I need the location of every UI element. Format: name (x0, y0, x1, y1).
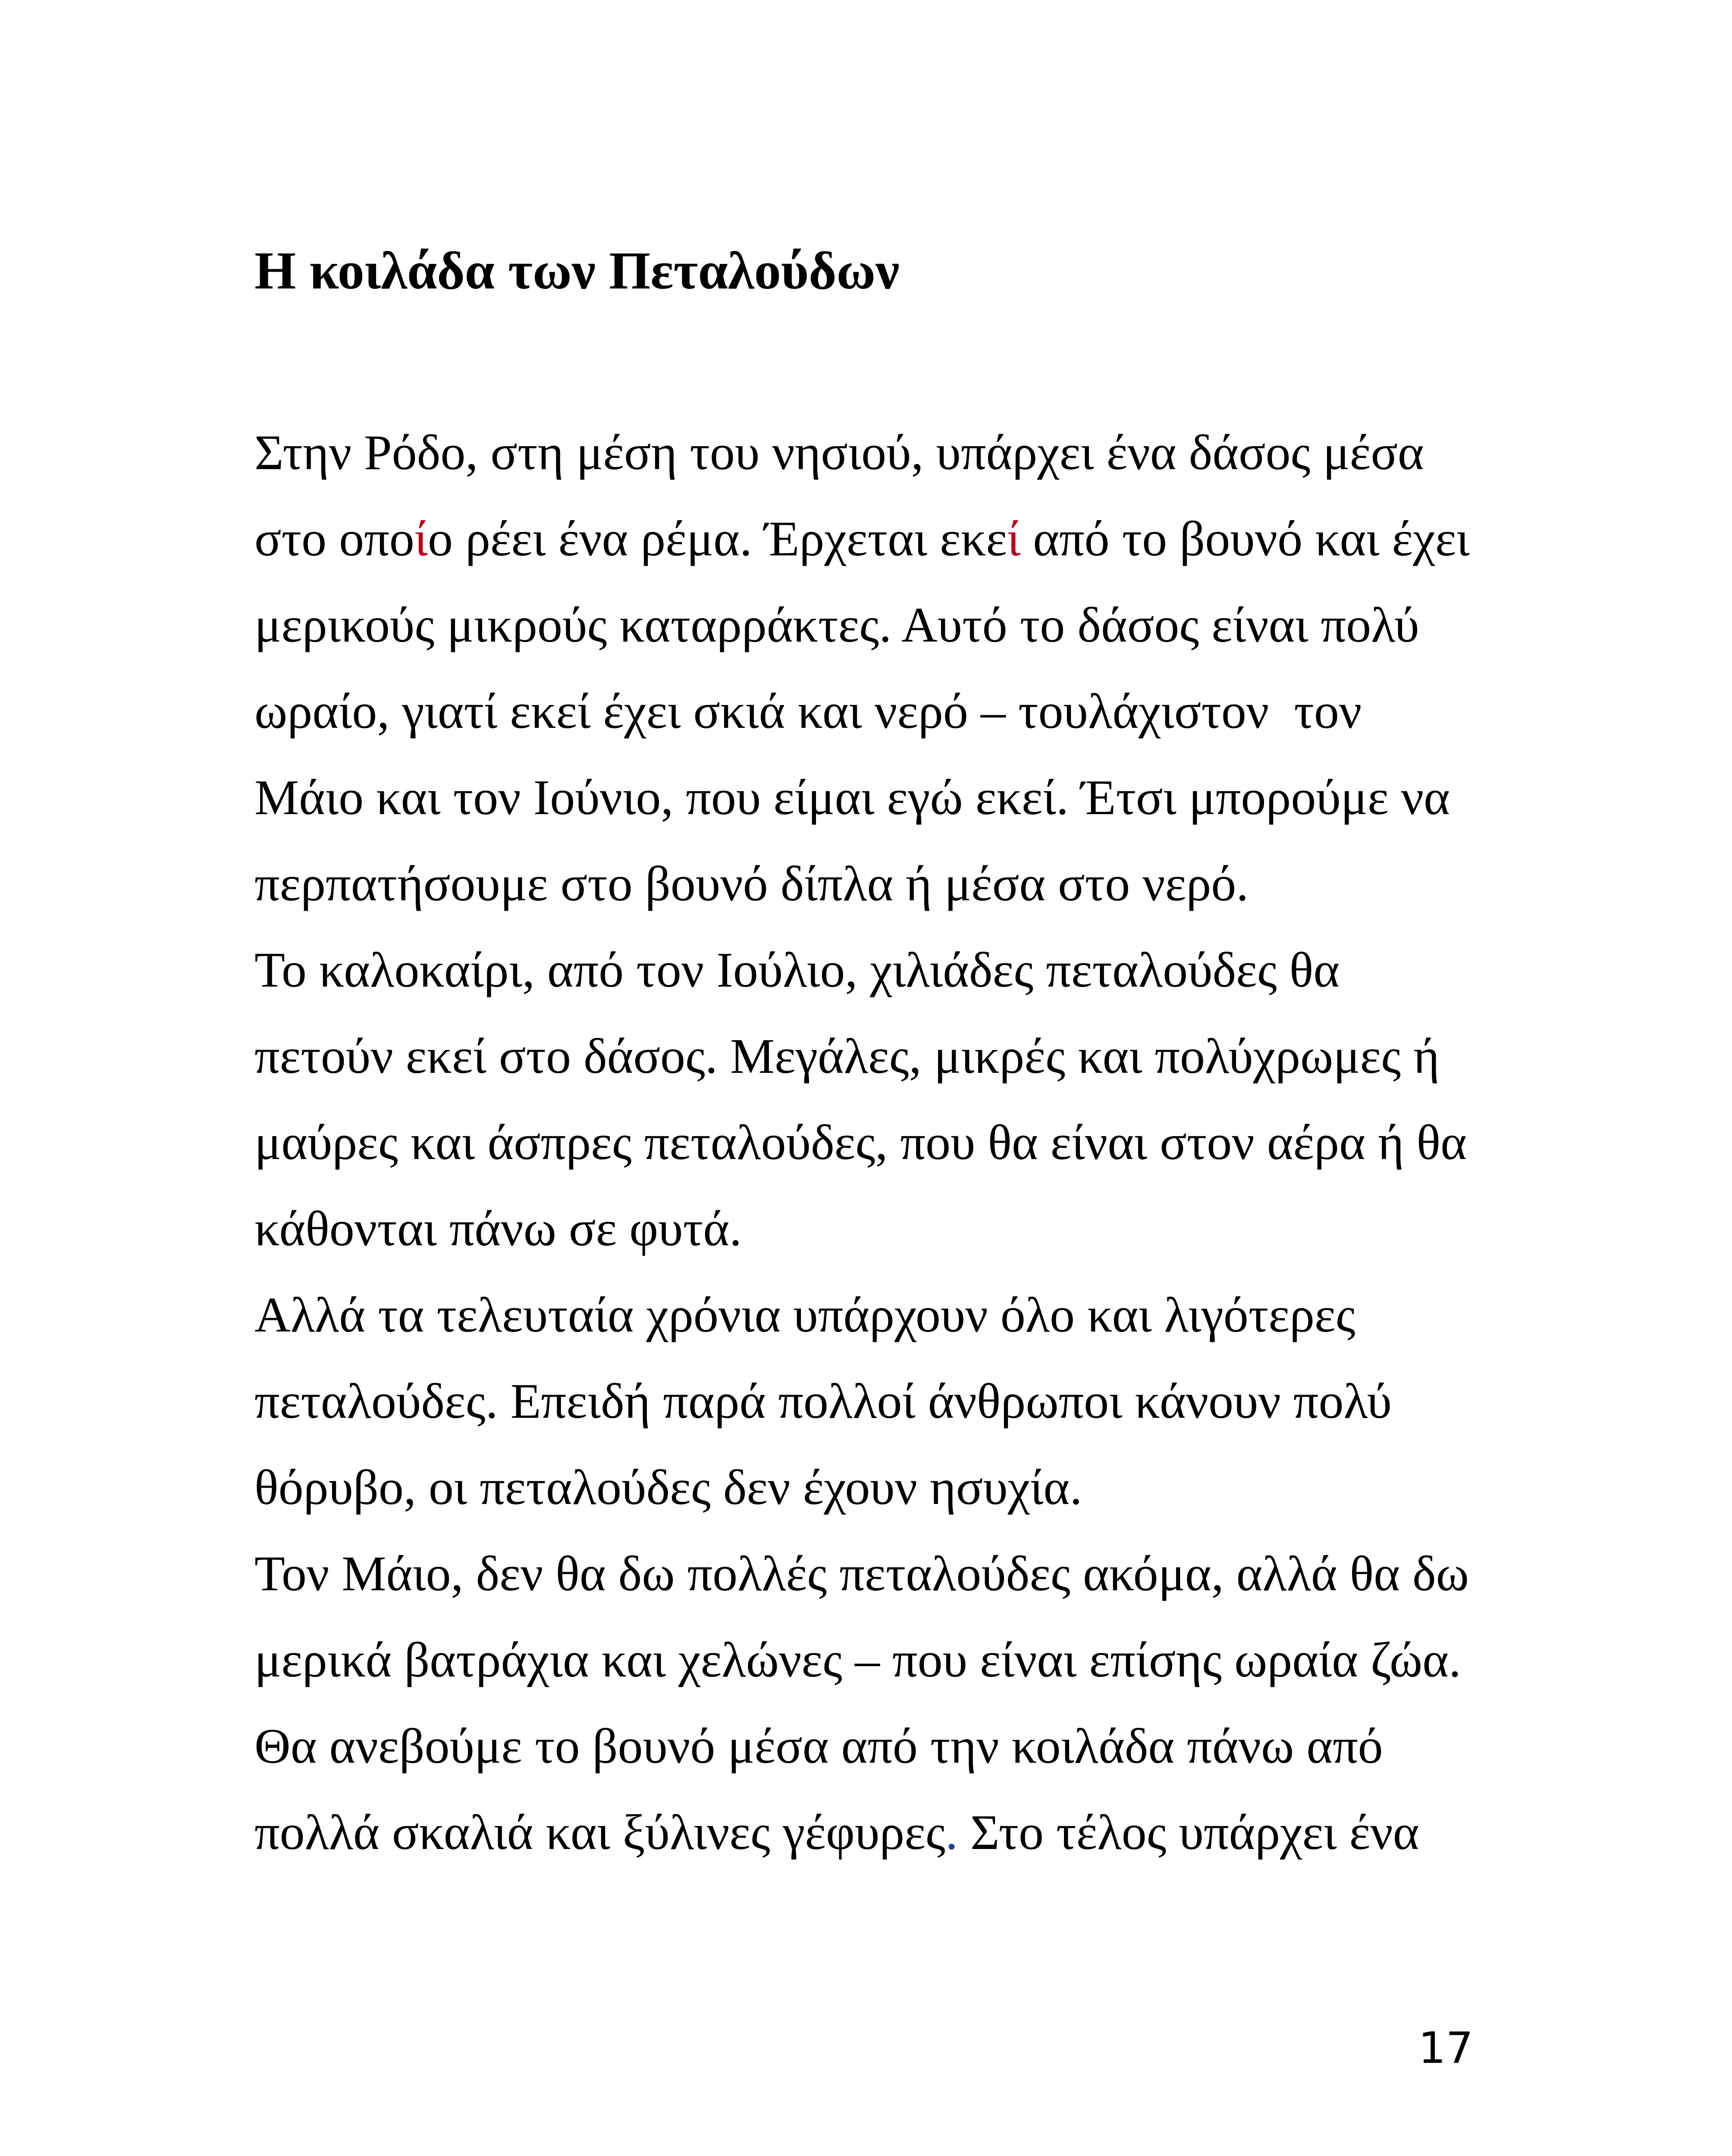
text-line (254, 582, 1527, 668)
text-segment: μαύρες και άσπρες πεταλούδες, που θα είναι στον αέρα ή θα (254, 1115, 1467, 1170)
text-line (254, 1531, 1527, 1617)
page-title: Η κοιλάδα των Πεταλούδων (254, 241, 900, 300)
text-line (254, 841, 1527, 927)
text-segment: Στην Ρόδο, στη μέση του νησιού, υπάρχει ένα δάσος μέσα (254, 425, 1424, 480)
text-segment: Αλλά τα τελευταία χρόνια υπάρχουν όλο και λιγότερες (254, 1288, 1355, 1343)
text-segment: Το καλοκαίρι, από τον Ιούλιο, χιλιάδες πεταλούδες θα (254, 943, 1340, 998)
text-line (254, 1358, 1527, 1445)
text-line (254, 927, 1527, 1013)
text-segment: Τον Μάιο, δεν θα δω πολλές πεταλούδες ακόμα, αλλά θα δω (254, 1546, 1469, 1601)
highlighted-text-segment: . (945, 1805, 958, 1860)
text-segment: από το βουνό και έχει (1020, 511, 1470, 567)
text-line (254, 1789, 1527, 1876)
text-segment: ο ρέει ένα ρέμα. Έρχεται εκε (427, 511, 1007, 567)
text-segment: περπατήσουμε στο βουνό δίπλα ή μέσα στο νερό. (254, 856, 1249, 912)
text-segment: Στο τέλος υπάρχει ένα (957, 1805, 1419, 1860)
text-line (254, 1703, 1527, 1789)
text-segment: κάθονται πάνω σε φυτά. (254, 1201, 742, 1257)
text-segment: στο οπο (254, 511, 414, 567)
text-line (254, 1617, 1527, 1703)
text-line (254, 668, 1527, 755)
text-segment: Θα ανεβούμε το βουνό μέσα από την κοιλάδα πάνω από (254, 1719, 1383, 1774)
text-segment: ωραίο, γιατί εκεί έχει σκιά και νερό – τουλάχιστον τον (254, 684, 1362, 739)
text-line (254, 1013, 1527, 1100)
text-segment: πολλά σκαλιά και ξύλινες γέφυρες (254, 1805, 945, 1860)
text-line (254, 1186, 1527, 1272)
text-segment: θόρυβο, οι πεταλούδες δεν έχουν ησυχία. (254, 1460, 1082, 1515)
text-segment: μερικά βατράχια και χελώνες – που είναι επίσης ωραία ζώα. (254, 1633, 1461, 1688)
text-segment: Μάιο και τον Ιούνιο, που είμαι εγώ εκεί. Έτσι μπορούμε να (254, 770, 1450, 825)
text-segment: μερικούς μικρούς καταρράκτες. Αυτό το δάσος είναι πολύ (254, 598, 1419, 653)
text-line (254, 1445, 1527, 1531)
text-line (254, 1272, 1527, 1358)
highlighted-text-segment: ί (414, 511, 428, 567)
text-segment: πεταλούδες. Επειδή παρά πολλοί άνθρωποι κάνουν πολύ (254, 1374, 1392, 1429)
text-line (254, 755, 1527, 841)
body-text (254, 410, 1527, 1876)
text-line (254, 410, 1527, 496)
text-segment: πετούν εκεί στο δάσος. Μεγάλες, μικρές και πολύχρωμες ή (254, 1029, 1440, 1084)
text-line (254, 496, 1527, 582)
page-number: 17 (1418, 2023, 1473, 2073)
text-line (254, 1100, 1527, 1186)
highlighted-text-segment: ί (1007, 511, 1021, 567)
